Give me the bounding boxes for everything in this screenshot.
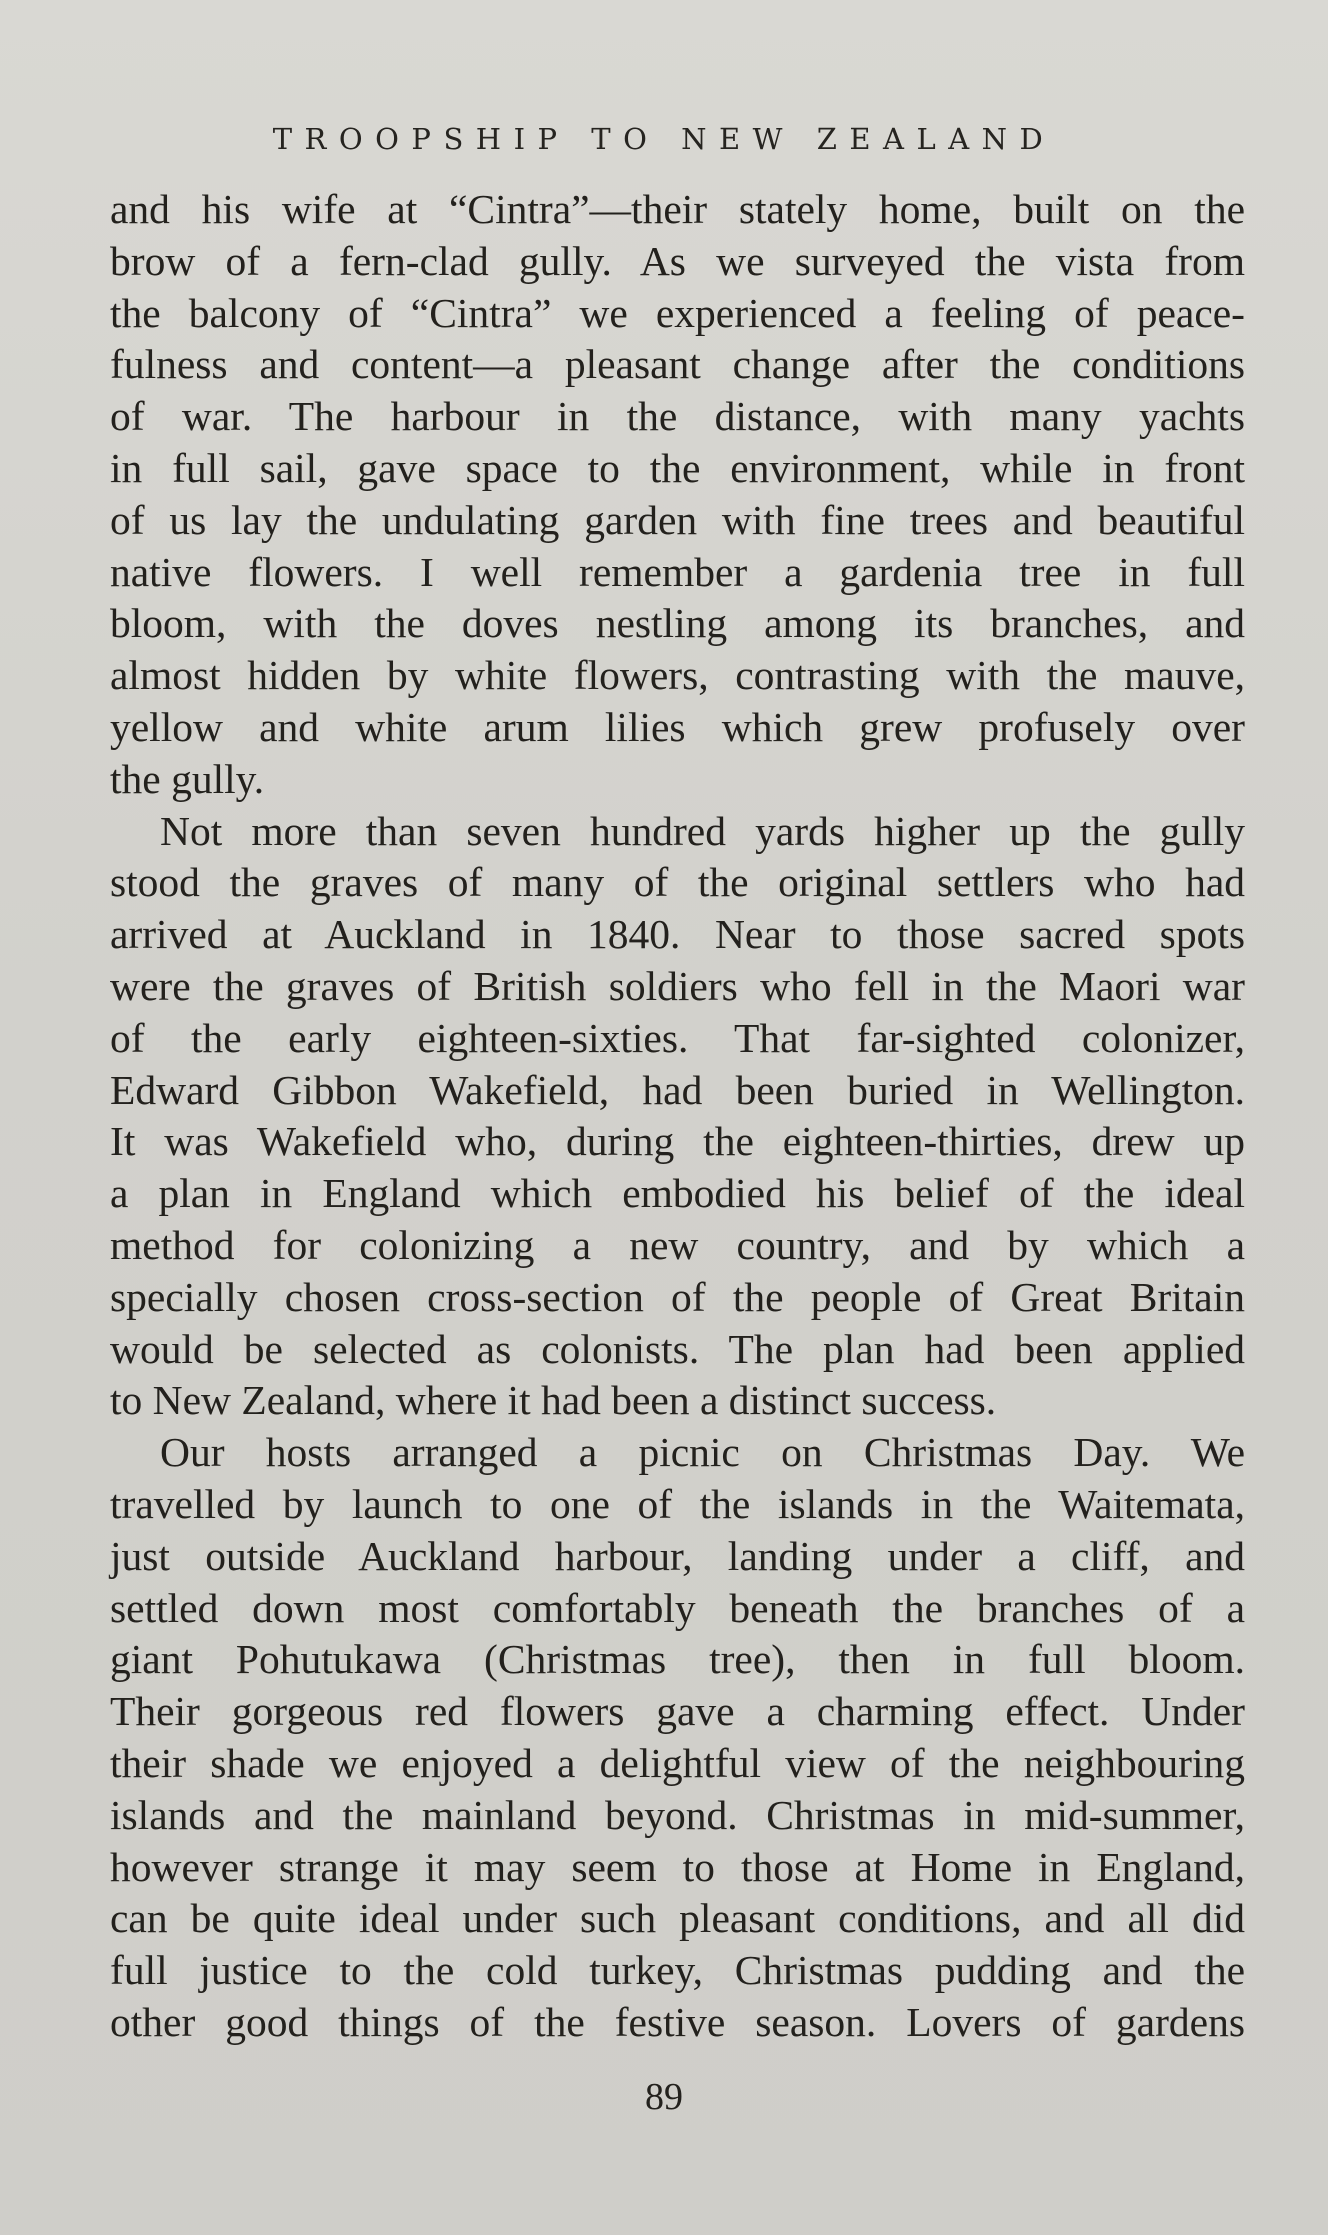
- text-line: and his wife at “Cintra”—their stately home, built on the: [110, 186, 1245, 232]
- text-line: other good things of the festive season. Lovers of gardens: [110, 1998, 1245, 2045]
- text-line: the gully.: [110, 755, 265, 802]
- text-line: Not more than seven hundred yards higher up the gully: [160, 807, 1245, 854]
- text-line: to New Zealand, where it had been a distinct success.: [110, 1377, 997, 1424]
- text-line: specially chosen cross-section of the people of Great Britain: [110, 1273, 1245, 1320]
- text-line: almost hidden by white flowers, contrasting with the mauve,: [110, 652, 1245, 699]
- text-line: method for colonizing a new country, and by which a: [110, 1221, 1245, 1268]
- text-line: full justice to the cold turkey, Christmas pudding and the: [110, 1947, 1245, 1994]
- text-line: of war. The harbour in the distance, with many yachts: [110, 393, 1245, 440]
- text-line: however strange it may seem to those at Home in England,: [110, 1843, 1245, 1890]
- text-line: islands and the mainland beyond. Christmas in mid-summer,: [110, 1791, 1245, 1838]
- text-line: Our hosts arranged a picnic on Christmas Day. We: [160, 1429, 1245, 1476]
- text-line: It was Wakefield who, during the eighteen-thirties, drew up: [110, 1118, 1245, 1165]
- text-line: their shade we enjoyed a delightful view of the neighbouring: [110, 1739, 1245, 1786]
- text-line: settled down most comfortably beneath the branches of a: [110, 1584, 1245, 1631]
- body-text: [110, 184, 1245, 2049]
- page-number: 89: [645, 2076, 683, 2118]
- text-line: giant Pohutukawa (Christmas tree), then in full bloom.: [110, 1636, 1245, 1683]
- text-line: can be quite ideal under such pleasant conditions, and all did: [110, 1895, 1245, 1942]
- text-line: in full sail, gave space to the environment, while in front: [110, 444, 1245, 491]
- text-line: Their gorgeous red flowers gave a charming effect. Under: [110, 1688, 1245, 1735]
- text-line: native flowers. I well remember a gardenia tree in full: [110, 548, 1245, 595]
- text-line: brow of a fern-clad gully. As we surveyed the vista from: [110, 237, 1245, 284]
- paragraph: [110, 184, 1245, 806]
- text-line: of us lay the undulating garden with fine trees and beautiful: [110, 496, 1245, 543]
- paragraph: [110, 806, 1245, 1428]
- text-line: travelled by launch to one of the islands in the Waitemata,: [110, 1480, 1245, 1527]
- text-line: the balcony of “Cintra” we experienced a feeling of peace-: [110, 289, 1245, 336]
- text-line: stood the graves of many of the original settlers who had: [110, 859, 1245, 906]
- text-line: arrived at Auckland in 1840. Near to those sacred spots: [110, 911, 1245, 958]
- text-line: Edward Gibbon Wakefield, had been buried in Wellington.: [110, 1066, 1245, 1113]
- text-line: of the early eighteen-sixties. That far-sighted colonizer,: [110, 1014, 1245, 1061]
- text-line: yellow and white arum lilies which grew profusely over: [110, 703, 1245, 750]
- text-line: would be selected as colonists. The plan had been applied: [110, 1325, 1245, 1372]
- text-line: bloom, with the doves nestling among its branches, and: [110, 600, 1245, 647]
- text-line: a plan in England which embodied his belief of the ideal: [110, 1170, 1245, 1217]
- text-line: were the graves of British soldiers who fell in the Maori war: [110, 962, 1245, 1009]
- running-head: TROOPSHIP TO NEW ZEALAND: [272, 122, 1056, 156]
- paragraph: [110, 1427, 1245, 2049]
- text-line: fulness and content—a pleasant change after the conditions: [110, 341, 1245, 388]
- text-line: just outside Auckland harbour, landing under a cliff, and: [110, 1532, 1245, 1579]
